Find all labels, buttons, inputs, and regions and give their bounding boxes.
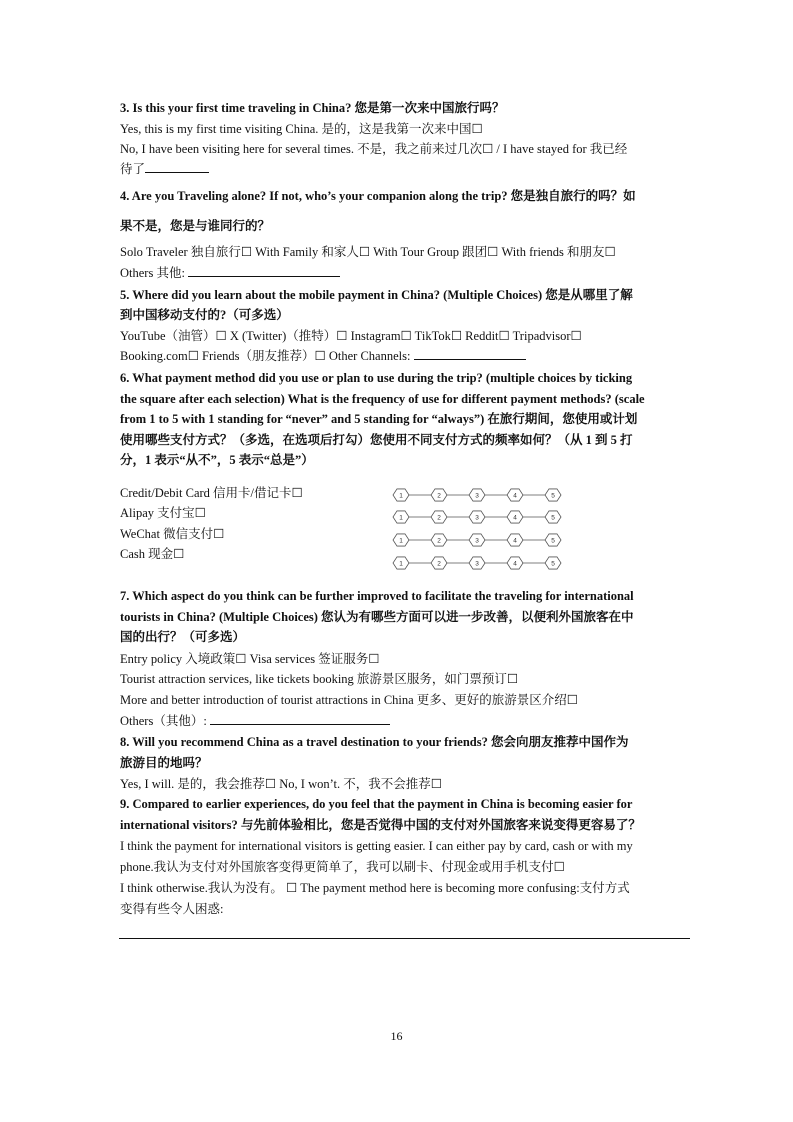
- scale-option-label: 1: [399, 537, 403, 545]
- scale-option-label: 2: [437, 560, 441, 568]
- q7-others-line: [120, 711, 680, 731]
- q3-title: 3. Is this your first time traveling in China? 您是第一次来中国旅行吗？: [120, 101, 505, 115]
- scale-option-label: 3: [475, 537, 479, 545]
- rating-scale-svg: [392, 509, 567, 525]
- q4-others-line: [120, 263, 680, 283]
- q5-options-line2-text[interactable]: Booking.com☐ Friends（朋友推荐）☐ Other Channels:: [120, 349, 411, 363]
- q8-options[interactable]: Yes, I will. 是的，我会推荐☐ No, I won’t. 不，我不会推荐☐: [120, 777, 442, 791]
- scale-option-label: 5: [551, 514, 555, 522]
- rating-scale-svg: [392, 555, 567, 571]
- scale-option-label: 5: [551, 560, 555, 568]
- answer-line[interactable]: [119, 938, 690, 939]
- q7-others-label: Others（其他）:: [120, 714, 207, 728]
- rating-scale-alipay[interactable]: [392, 509, 567, 525]
- rating-scale-svg: [392, 532, 567, 548]
- q6-title-line2: the square after each selection) What is the frequency of use for different payment methods? (scale: [120, 392, 645, 406]
- scale-option-label: 4: [513, 514, 517, 522]
- q6-title-line1: 6. What payment method did you use or plan to use during the trip? (multiple choices by ticking: [120, 371, 633, 385]
- q3-stay-blank[interactable]: [145, 160, 209, 173]
- q6-method-alipay[interactable]: Alipay 支付宝☐: [120, 506, 206, 520]
- q6-title-line5: 分，1 表示“从不”，5 表示“总是”）: [120, 453, 314, 467]
- scale-option-label: 5: [551, 492, 555, 500]
- q3-option-yes[interactable]: Yes, this is my first time visiting China. 是的，这是我第一次来中国☐: [120, 122, 483, 136]
- rating-scale-card[interactable]: [392, 487, 567, 503]
- q3-stay-line: [120, 159, 680, 179]
- q6-method-card[interactable]: Credit/Debit Card 信用卡/借记卡☐: [120, 486, 303, 500]
- q4-title-line1: 4. Are you Traveling alone? If not, who’s your companion along the trip? 您是独自旅行的吗？如: [120, 189, 636, 203]
- q6-method-cash[interactable]: Cash 现金☐: [120, 547, 185, 561]
- q6-title-line4: 使用哪些支付方式？（多选，在选项后打勾）您使用不同支付方式的频率如何？（从 1 到 5 打: [120, 433, 633, 447]
- q7-title-line2: tourists in China? (Multiple Choices) 您认为有哪些方面可以进一步改善，以便利外国旅客在中: [120, 610, 634, 624]
- q5-title-line1: 5. Where did you learn about the mobile payment in China? (Multiple Choices) 您是从哪里了解: [120, 288, 633, 302]
- q7-option-entry-visa[interactable]: Entry policy 入境政策☐ Visa services 签证服务☐: [120, 652, 380, 666]
- scale-option-label: 1: [399, 492, 403, 500]
- q9-title-line1: 9. Compared to earlier experiences, do you feel that the payment in China is becoming easier for: [120, 797, 633, 811]
- q7-option-attraction-services[interactable]: Tourist attraction services, like tickets booking 旅游景区服务，如门票预订☐: [120, 672, 519, 686]
- scale-option-label: 3: [475, 560, 479, 568]
- q4-title-line2: 果不是，您是与谁同行的？: [120, 219, 271, 233]
- rating-scale-svg: [392, 487, 567, 503]
- rating-scale-wechat[interactable]: [392, 532, 567, 548]
- q4-options[interactable]: Solo Traveler 独自旅行☐ With Family 和家人☐ With Tour Group 跟团☐ With friends 和朋友☐: [120, 245, 616, 259]
- q5-other-channels-blank[interactable]: [414, 347, 526, 360]
- scale-option-label: 5: [551, 537, 555, 545]
- q7-title-line1: 7. Which aspect do you think can be further improved to facilitate the traveling for international: [120, 589, 634, 603]
- q8-title-line2: 旅游目的地吗？: [120, 756, 208, 770]
- q3-stay-label: 待了: [120, 162, 146, 176]
- q6-method-wechat[interactable]: WeChat 微信支付☐: [120, 527, 225, 541]
- scale-option-label: 1: [399, 560, 403, 568]
- q4-others-label: Others 其他:: [120, 266, 185, 280]
- q9-title-line2: international visitors? 与先前体验相比，您是否觉得中国的支付对外国旅客来说变得更容易了？: [120, 818, 641, 832]
- scale-option-label: 4: [513, 537, 517, 545]
- q4-others-blank[interactable]: [188, 264, 340, 277]
- scale-option-label: 2: [437, 514, 441, 522]
- q8-title-line1: 8. Will you recommend China as a travel destination to your friends? 您会向朋友推荐中国作为: [120, 735, 629, 749]
- q7-others-blank[interactable]: [210, 712, 390, 725]
- q5-options-line1[interactable]: YouTube（油管）☐ X (Twitter)（推特）☐ Instagram☐ TikTok☐ Reddit☐ Tripadvisor☐: [120, 329, 582, 343]
- q9-option-easier-line1[interactable]: I think the payment for international visitors is getting easier. I can either pay by card, cash or with my: [120, 839, 633, 853]
- scale-option-label: 4: [513, 492, 517, 500]
- q5-title-line2: 到中国移动支付的?（可多选）: [120, 308, 289, 322]
- q5-options-line2: [120, 346, 680, 366]
- scale-option-label: 3: [475, 492, 479, 500]
- q3-option-no[interactable]: No, I have been visiting here for several times. 不是，我之前来过几次☐ / I have stayed for 我已经: [120, 142, 628, 156]
- q9-option-otherwise-line1[interactable]: I think otherwise.我认为没有。 ☐ The payment method here is becoming more confusing:支付方式: [120, 881, 630, 895]
- scale-option-label: 2: [437, 537, 441, 545]
- scale-option-label: 4: [513, 560, 517, 568]
- rating-scale-cash[interactable]: [392, 555, 567, 571]
- q9-option-otherwise-line2: 变得有些令人困惑:: [120, 902, 224, 916]
- q9-option-easier-line2[interactable]: phone.我认为支付对外国旅客变得更简单了，我可以刷卡、付现金或用手机支付☐: [120, 860, 565, 874]
- q6-title-line3: from 1 to 5 with 1 standing for “never” and 5 standing for “always”) 在旅行期间，您使用或计划: [120, 412, 638, 426]
- page-number: 16: [390, 1029, 403, 1043]
- scale-option-label: 2: [437, 492, 441, 500]
- scale-option-label: 1: [399, 514, 403, 522]
- q7-title-line3: 国的出行？（可多选）: [120, 630, 246, 644]
- q7-option-introduction[interactable]: More and better introduction of tourist attractions in China 更多、更好的旅游景区介绍☐: [120, 693, 579, 707]
- scale-option-label: 3: [475, 514, 479, 522]
